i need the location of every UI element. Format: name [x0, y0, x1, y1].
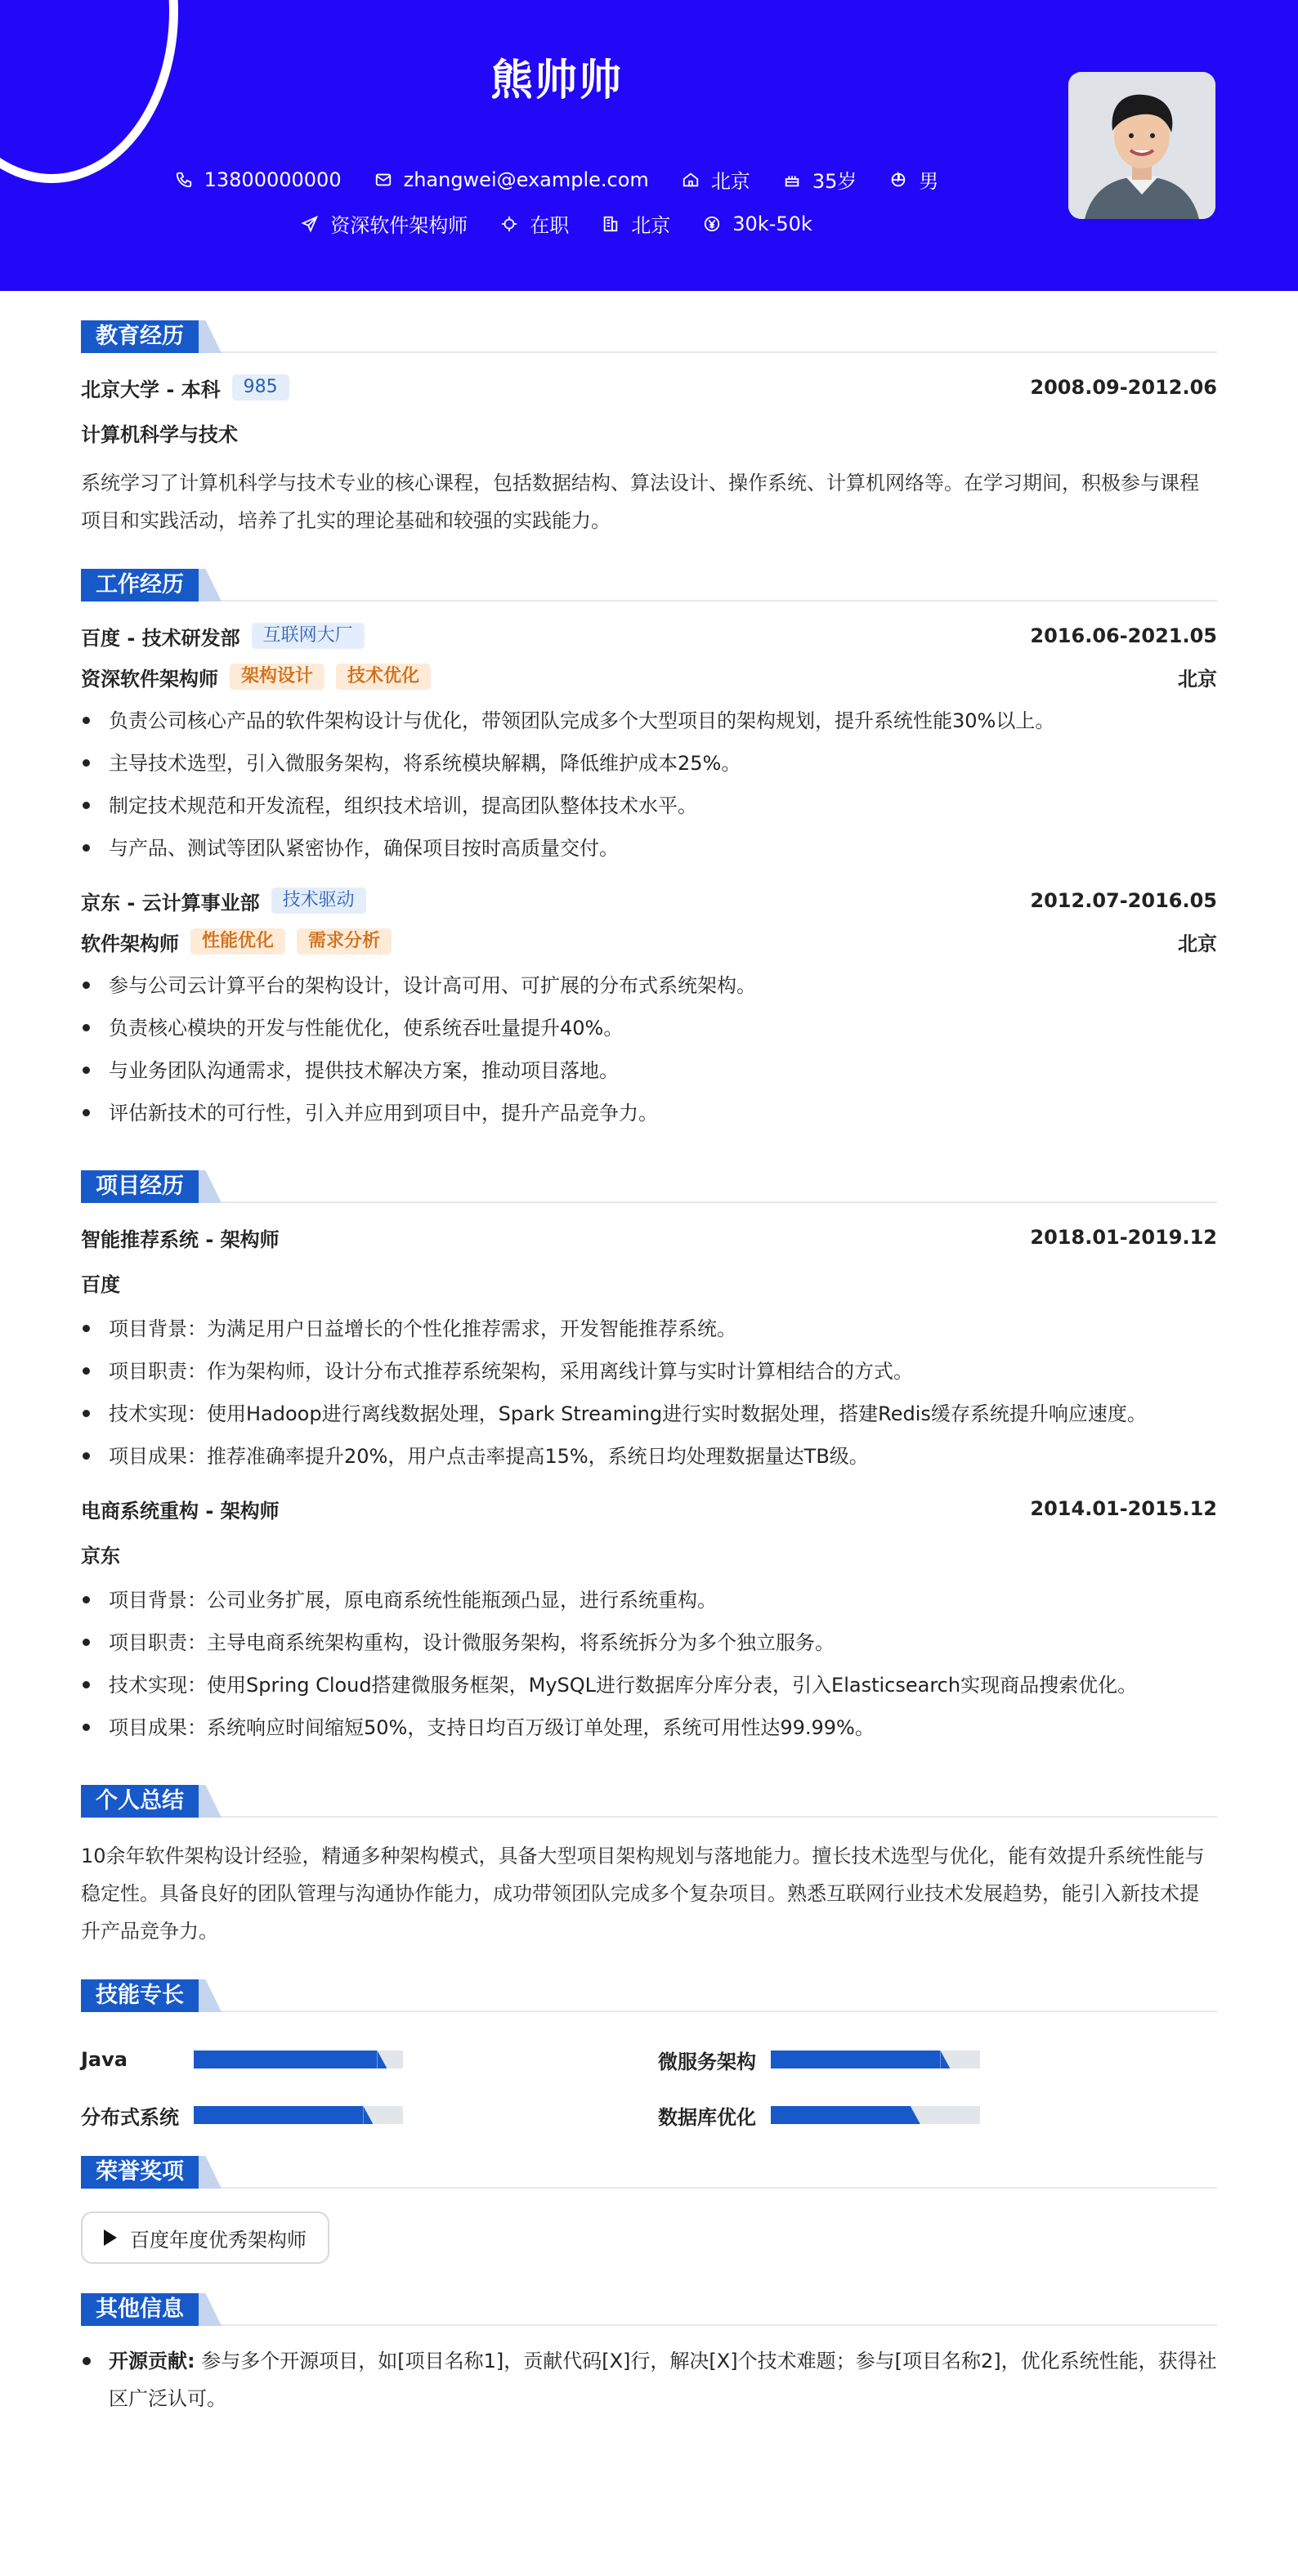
mail-icon: [374, 171, 392, 189]
project-bullets: [81, 1308, 1217, 1478]
skill-bar: [771, 2106, 980, 2124]
job-role-row: [81, 662, 1217, 691]
project-name: 智能推荐系统 - 架构师: [81, 1228, 280, 1251]
resume-header: [0, 0, 1298, 291]
cake-icon: [783, 171, 801, 189]
project-period: 2018.01-2019.12: [1030, 1226, 1217, 1249]
status-icon: [500, 215, 518, 233]
section-honors: [81, 2156, 1217, 2189]
skill-bar: [771, 2051, 980, 2068]
title-ribbon: [199, 1785, 222, 1818]
job-intent-row: [0, 209, 1113, 238]
list-item: 项目背景：为满足用户日益增长的个性化推荐需求，开发智能推荐系统。: [81, 1308, 1217, 1350]
project-header: [81, 1223, 1217, 1252]
list-item: 评估新技术的可行性，引入并应用到项目中，提升产品竞争力。: [81, 1092, 1217, 1134]
section-summary: [81, 1785, 1217, 1818]
project-name: 电商系统重构 - 架构师: [81, 1499, 280, 1523]
skill-name: 分布式系统: [81, 2105, 179, 2129]
skill-item: [658, 2043, 980, 2076]
gender-text: 男: [919, 170, 939, 193]
email-text: zhangwei@example.com: [403, 168, 649, 191]
skill-item: [81, 2099, 403, 2131]
section-title-other: 其他信息: [81, 2293, 199, 2326]
list-item: 制定技术规范和开发流程，组织技术培训，提高团队整体技术水平。: [81, 785, 1217, 827]
list-item: 项目成果：推荐准确率提升20%，用户点击率提高15%，系统日均处理数据量达TB级。: [81, 1435, 1217, 1478]
section-education: [81, 320, 1217, 353]
list-item: 技术实现：使用Spring Cloud搭建微服务框架，MySQL进行数据库分库分表，引入Elasticsearch实现商品搜索优化。: [81, 1664, 1217, 1706]
age-text: 35岁: [812, 170, 857, 193]
building-icon: [602, 215, 620, 233]
job-company: 京东 - 云计算事业部: [81, 891, 260, 915]
list-item: 主导技术选型，引入微服务架构，将系统模块解耦，降低维护成本25%。: [81, 742, 1217, 785]
other-text: 参与多个开源项目，如[项目名称1]，贡献代码[X]行，解决[X]个技术难题；参与[项目名称2]，优化系统性能，获得社区广泛认可。: [109, 2350, 1217, 2410]
education-desc: 系统学习了计算机科学与技术专业的核心课程，包括数据结构、算法设计、操作系统、计算机网络等。在学习期间，积极参与课程项目和实践活动，培养了扎实的理论基础和较强的实践能力。: [81, 472, 1199, 532]
skill-name: Java: [81, 2048, 128, 2071]
skill-bar-fill: [771, 2106, 911, 2124]
list-item: 项目背景：公司业务扩展，原电商系统性能瓶颈凸显，进行系统重构。: [81, 1579, 1217, 1621]
candidate-name: 熊帅帅: [490, 56, 623, 105]
phone-text: 13800000000: [204, 168, 342, 191]
section-title-education: 教育经历: [81, 320, 199, 353]
work-city-info: [602, 209, 670, 238]
project-header: [81, 1494, 1217, 1523]
contact-row: [0, 165, 1113, 194]
title-ribbon: [199, 2156, 222, 2189]
school-name: 北京大学 - 本科: [81, 378, 221, 401]
email-info: [374, 168, 649, 191]
section-title-skills: 技能专长: [81, 1979, 199, 2012]
skill-bar: [194, 2051, 403, 2068]
honor-item[interactable]: [81, 2212, 329, 2264]
job-bullets: [81, 700, 1217, 870]
yen-icon: [703, 215, 721, 233]
job-location: 北京: [1178, 667, 1217, 691]
project-period: 2014.01-2015.12: [1030, 1497, 1217, 1520]
job-entry: [81, 886, 1217, 1134]
job-role-row: [81, 927, 1217, 956]
education-row: [81, 373, 1217, 402]
other-label: 开源贡献:: [109, 2350, 195, 2373]
role-tag: 技术优化: [336, 664, 431, 690]
job-header: [81, 886, 1217, 915]
list-item: 项目职责：主导电商系统架构重构，设计微服务架构，将系统拆分为多个独立服务。: [81, 1621, 1217, 1664]
section-other: [81, 2293, 1217, 2326]
job-header: [81, 621, 1217, 651]
paper-plane-icon: [301, 215, 319, 233]
position-text: 资深软件架构师: [330, 214, 468, 237]
resume-body: [81, 291, 1217, 2417]
list-item: 项目成果：系统响应时间缩短50%，支持日均百万级订单处理，系统可用性达99.99%。: [81, 1706, 1217, 1749]
list-item: 与业务团队沟通需求，提供技术解决方案，推动项目落地。: [81, 1049, 1217, 1092]
avatar-portrait-icon: [1068, 72, 1215, 219]
company-tag: 技术驱动: [271, 888, 366, 914]
home-icon: [682, 171, 700, 189]
project-entry: [81, 1494, 1217, 1749]
job-period: 2012.07-2016.05: [1030, 889, 1217, 912]
section-title-honors: 荣誉奖项: [81, 2156, 199, 2189]
job-company: 百度 - 技术研发部: [81, 626, 240, 650]
title-ribbon: [199, 1979, 222, 2012]
skill-bar-fill: [194, 2106, 363, 2124]
project-entry: [81, 1223, 1217, 1478]
city-info: [682, 165, 750, 194]
skill-name: 数据库优化: [658, 2105, 756, 2129]
section-title-summary: 个人总结: [81, 1785, 199, 1818]
section-title-work: 工作经历: [81, 569, 199, 602]
skill-bar: [194, 2106, 403, 2124]
job-entry: [81, 621, 1217, 870]
job-location: 北京: [1178, 932, 1217, 955]
work-city-text: 北京: [631, 214, 671, 237]
city-text: 北京: [710, 170, 750, 193]
skill-bar-fill: [771, 2051, 940, 2068]
other-info-item: [81, 2342, 1217, 2417]
education-period: 2008.09-2012.06: [1030, 376, 1217, 399]
job-bullets: [81, 964, 1217, 1134]
position-info: [301, 209, 468, 238]
status-text: 在职: [530, 214, 570, 237]
honor-text: 百度年度优秀架构师: [130, 2228, 307, 2252]
list-item: 与产品、测试等团队紧密协作，确保项目按时高质量交付。: [81, 827, 1217, 870]
list-item: 负责公司核心产品的软件架构设计与优化，带领团队完成多个大型项目的架构规划，提升系统性能30%以上。: [81, 700, 1217, 742]
gender-icon: [889, 171, 907, 189]
role-tag: 需求分析: [297, 928, 392, 955]
avatar: [1068, 72, 1215, 219]
age-info: [783, 165, 857, 194]
title-ribbon: [199, 569, 222, 602]
school-tag: 985: [232, 374, 289, 400]
summary-text: 10余年软件架构设计经验，精通多种架构模式，具备大型项目架构规划与落地能力。擅长技术选型与优化，能有效提升系统性能与稳定性。具备良好的团队管理与沟通协作能力，成功带领团队完成多个复杂项目。熟悉互联网行业技术发展趋势，能引入新技术提升产品竞争力。: [81, 1845, 1205, 1943]
skill-bar-fill: [194, 2051, 377, 2068]
project-org: 百度: [81, 1273, 120, 1296]
company-tag: 互联网大厂: [252, 623, 365, 649]
section-title-projects: 项目经历: [81, 1170, 199, 1203]
salary-text: 30k-50k: [732, 212, 812, 235]
role-tag: 性能优化: [190, 928, 285, 955]
job-role: 软件架构师: [81, 932, 179, 955]
section-work: [81, 569, 1217, 602]
list-item: 技术实现：使用Hadoop进行离线数据处理，Spark Streaming进行实时数据处理，搭建Redis缓存系统提升响应速度。: [81, 1393, 1217, 1435]
title-ribbon: [199, 1170, 222, 1203]
play-triangle-icon: [104, 2229, 117, 2246]
title-ribbon: [199, 2293, 222, 2326]
gender-info: [889, 165, 938, 194]
skill-name: 微服务架构: [658, 2050, 756, 2073]
list-item: 项目职责：作为架构师，设计分布式推荐系统架构，采用离线计算与实时计算相结合的方式。: [81, 1350, 1217, 1393]
phone-info: [175, 168, 342, 191]
title-ribbon: [199, 320, 222, 353]
job-role: 资深软件架构师: [81, 667, 218, 691]
role-tag: 架构设计: [230, 664, 324, 690]
section-projects: [81, 1170, 1217, 1203]
section-skills: [81, 1979, 1217, 2012]
phone-icon: [175, 171, 193, 189]
project-org: 京东: [81, 1545, 120, 1568]
major-name: 计算机科学与技术: [81, 423, 238, 446]
skill-item: [658, 2099, 980, 2131]
project-bullets: [81, 1579, 1217, 1749]
job-period: 2016.06-2021.05: [1030, 624, 1217, 647]
list-item: 负责核心模块的开发与性能优化，使系统吞吐量提升40%。: [81, 1007, 1217, 1049]
skill-item: [81, 2043, 403, 2076]
skills-grid: [81, 2020, 1217, 2135]
salary-info: [703, 212, 812, 235]
list-item: 参与公司云计算平台的架构设计，设计高可用、可扩展的分布式系统架构。: [81, 964, 1217, 1007]
status-info: [500, 209, 569, 238]
